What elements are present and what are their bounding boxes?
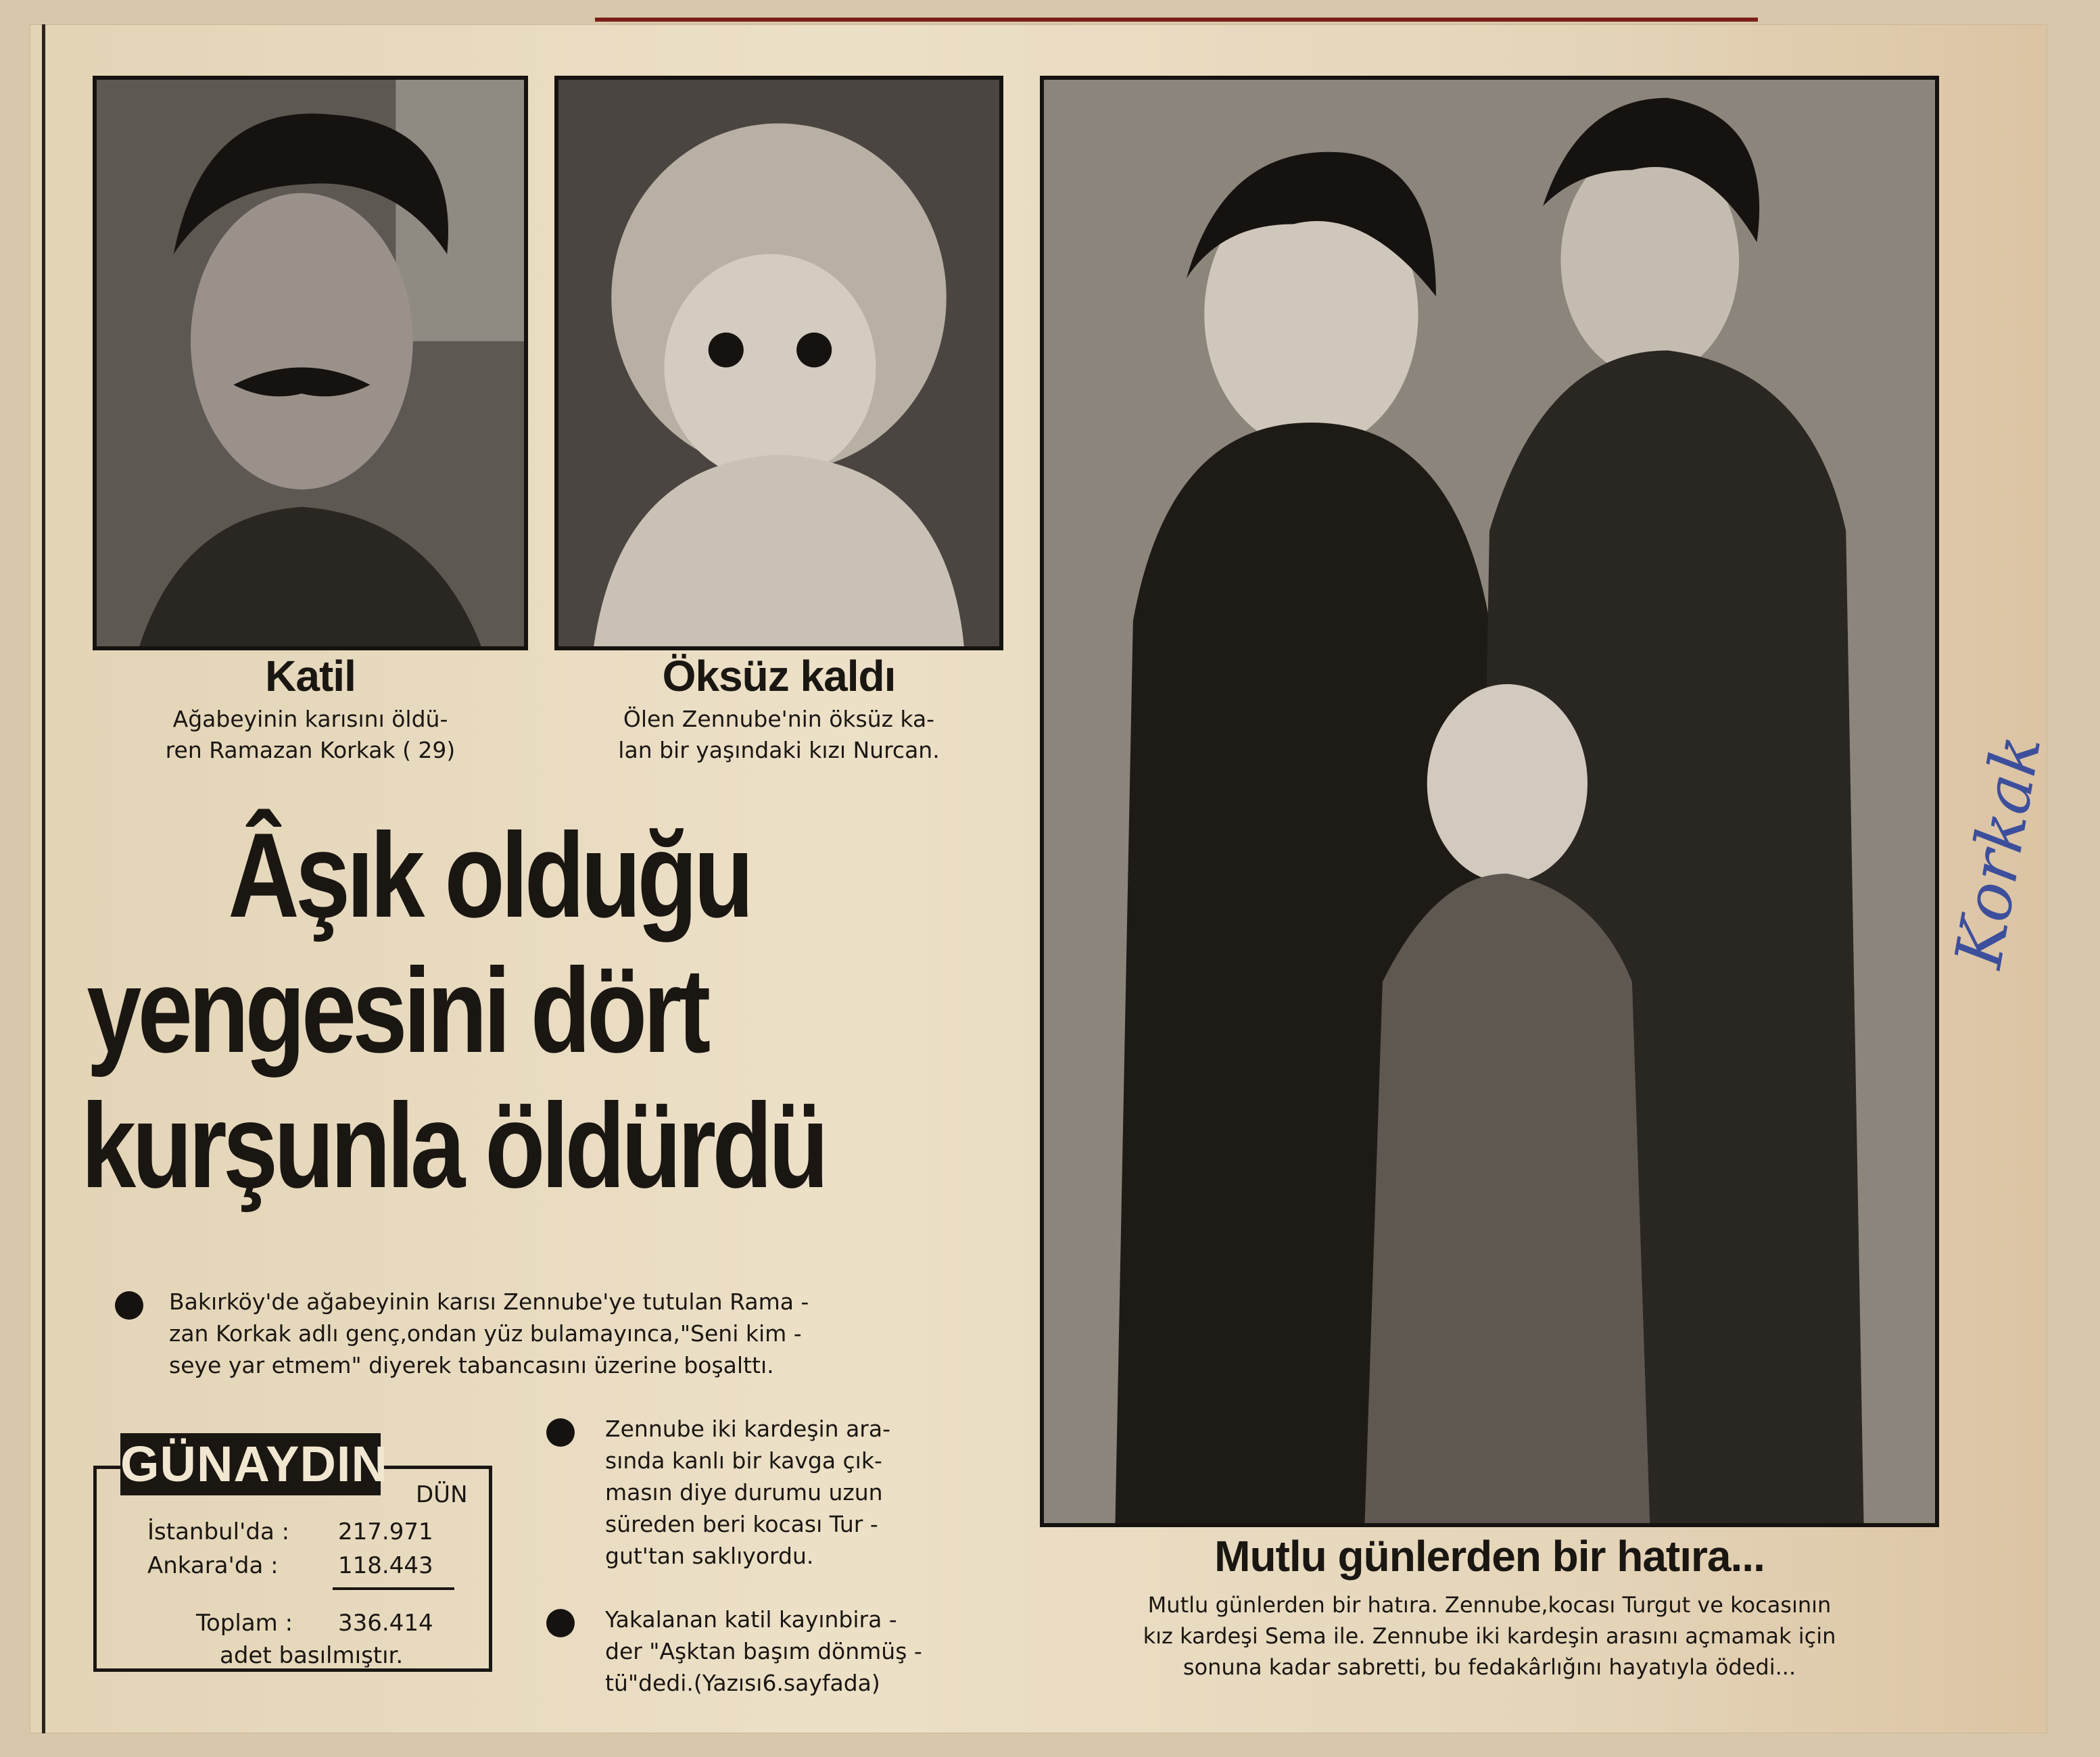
caption-line: ren Ramazan Korkak ( 29)	[165, 737, 456, 763]
bullet-line: Yakalanan katil kayınbira -	[605, 1606, 897, 1633]
photo-family	[1040, 76, 1939, 1527]
bullet-line: Zennube iki kardeşin ara-	[605, 1416, 891, 1442]
bullet-line: sında kanlı bir kavga çık-	[605, 1447, 882, 1474]
bullet-line: gut'tan saklıyordu.	[605, 1543, 814, 1569]
circulation-istanbul-label: İstanbul'da :	[147, 1518, 290, 1545]
caption-line: Ağabeyinin karısını öldü-	[172, 706, 448, 732]
circulation-total-label: Toplam :	[196, 1610, 293, 1637]
lead-bullet-icon	[115, 1291, 143, 1320]
photo-killer	[93, 76, 528, 650]
bullet-line: süreden beri kocası Tur -	[605, 1511, 878, 1537]
bullet-line: masın diye durumu uzun	[605, 1479, 883, 1506]
headline-line: Âşık olduğu	[228, 808, 750, 942]
main-photo-caption-line: sonuna kadar sabretti, bu fedakârlığını hayatıyla ödedi...	[1183, 1654, 1796, 1680]
left-column-rule	[42, 24, 45, 1733]
main-photo-caption-line: Mutlu günlerden bir hatıra. Zennube,kocası Turgut ve kocasının	[1147, 1592, 1832, 1618]
circulation-istanbul-value: 217.971	[338, 1518, 433, 1545]
circulation-ankara-label: Ankara'da :	[147, 1552, 279, 1579]
caption-line: Ölen Zennube'nin öksüz ka-	[623, 706, 935, 732]
circulation-sum-rule	[333, 1587, 454, 1590]
circulation-ankara-value: 118.443	[338, 1552, 433, 1579]
headline-line: yengesini dört	[87, 943, 707, 1078]
bullet-line: der "Aşktan başım dönmüş -	[605, 1638, 922, 1664]
bullet-line: tü"dedi.(Yazısı6.sayfada)	[605, 1670, 880, 1696]
caption-title-killer: Katil	[265, 652, 356, 700]
gunaydin-logo: GÜNAYDIN	[120, 1433, 381, 1495]
main-photo-title: Mutlu günlerden bir hatıra...	[1214, 1532, 1765, 1581]
circulation-total-value: 336.414	[338, 1610, 433, 1637]
lead-line: Bakırköy'de ağabeyinin karısı Zennube'ye tutulan Rama -	[169, 1289, 809, 1315]
photo-orphan-child	[554, 76, 1003, 650]
lead-line: zan Korkak adlı genç,ondan yüz bulamayınca,"Seni kim -	[169, 1320, 802, 1347]
bullet-icon	[546, 1418, 575, 1447]
caption-title-orphan: Öksüz kaldı	[662, 652, 896, 700]
circulation-dun: DÜN	[416, 1481, 468, 1508]
top-red-rule	[595, 18, 1758, 22]
main-photo-caption-line: kız kardeşi Sema ile. Zennube iki kardeşin arasını açmamak için	[1143, 1623, 1836, 1649]
bullet-icon	[546, 1609, 575, 1637]
handwritten-signature: Korkak	[1940, 729, 2056, 973]
lead-line: seye yar etmem" diyerek tabancasını üzerine boşalttı.	[169, 1352, 774, 1378]
headline-line: kurşunla öldürdü	[81, 1078, 826, 1213]
caption-line: lan bir yaşındaki kızı Nurcan.	[618, 737, 940, 763]
headline	[81, 808, 835, 1213]
circulation-footer: adet basılmıştır.	[220, 1642, 404, 1669]
